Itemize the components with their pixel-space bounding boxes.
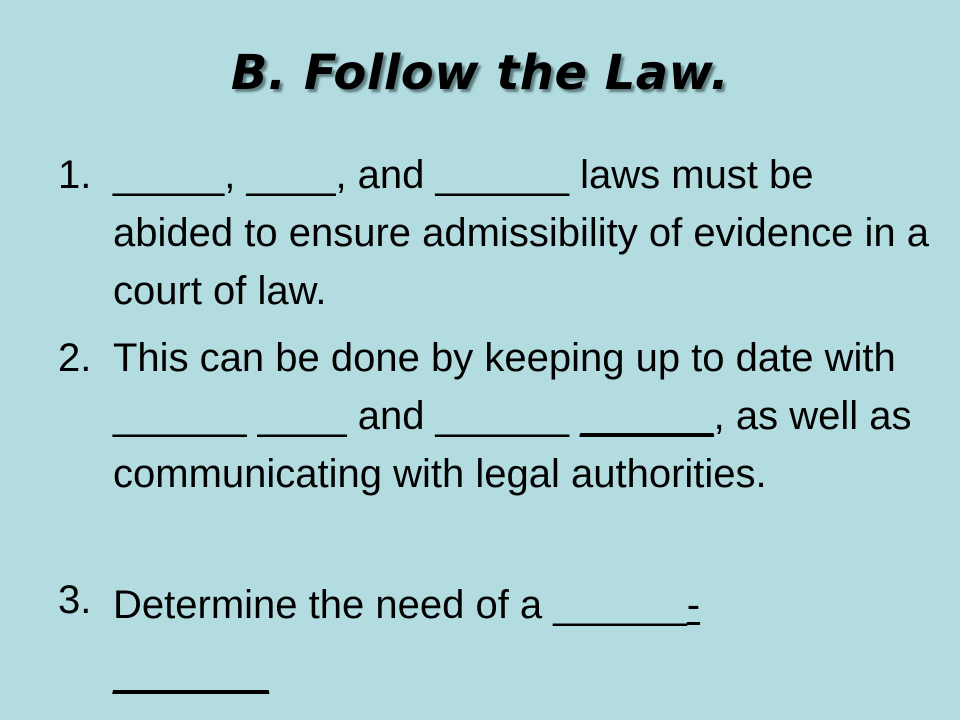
list-item-text: _____, ____, and ______ laws must be abided to ensure admissibility of evidence in a court of law. [113, 153, 930, 313]
slide-title: B. Follow the Law. [230, 45, 730, 101]
list-item-number: 1. [58, 153, 92, 197]
list-item-text-part: and ______ [357, 394, 570, 438]
list-item-text-part: This can be done by keeping up to date with ______ ____ [113, 336, 896, 438]
fill-in-blank: ______ [580, 394, 714, 438]
list-item-number: 3. [58, 578, 92, 622]
list-item [58, 571, 938, 707]
list-item-text [113, 329, 938, 503]
fill-in-blank-dash: - [686, 583, 701, 627]
list-item [58, 146, 938, 320]
list-item-number: 2. [58, 336, 92, 380]
list-item [58, 329, 938, 503]
list-item-text-part: , as well as communicating with legal authorities. [113, 394, 912, 496]
list-item-text [113, 571, 938, 707]
fill-in-blank: _______ [113, 651, 269, 695]
list-item-text-part: Determine the need of a ______ [113, 583, 687, 627]
